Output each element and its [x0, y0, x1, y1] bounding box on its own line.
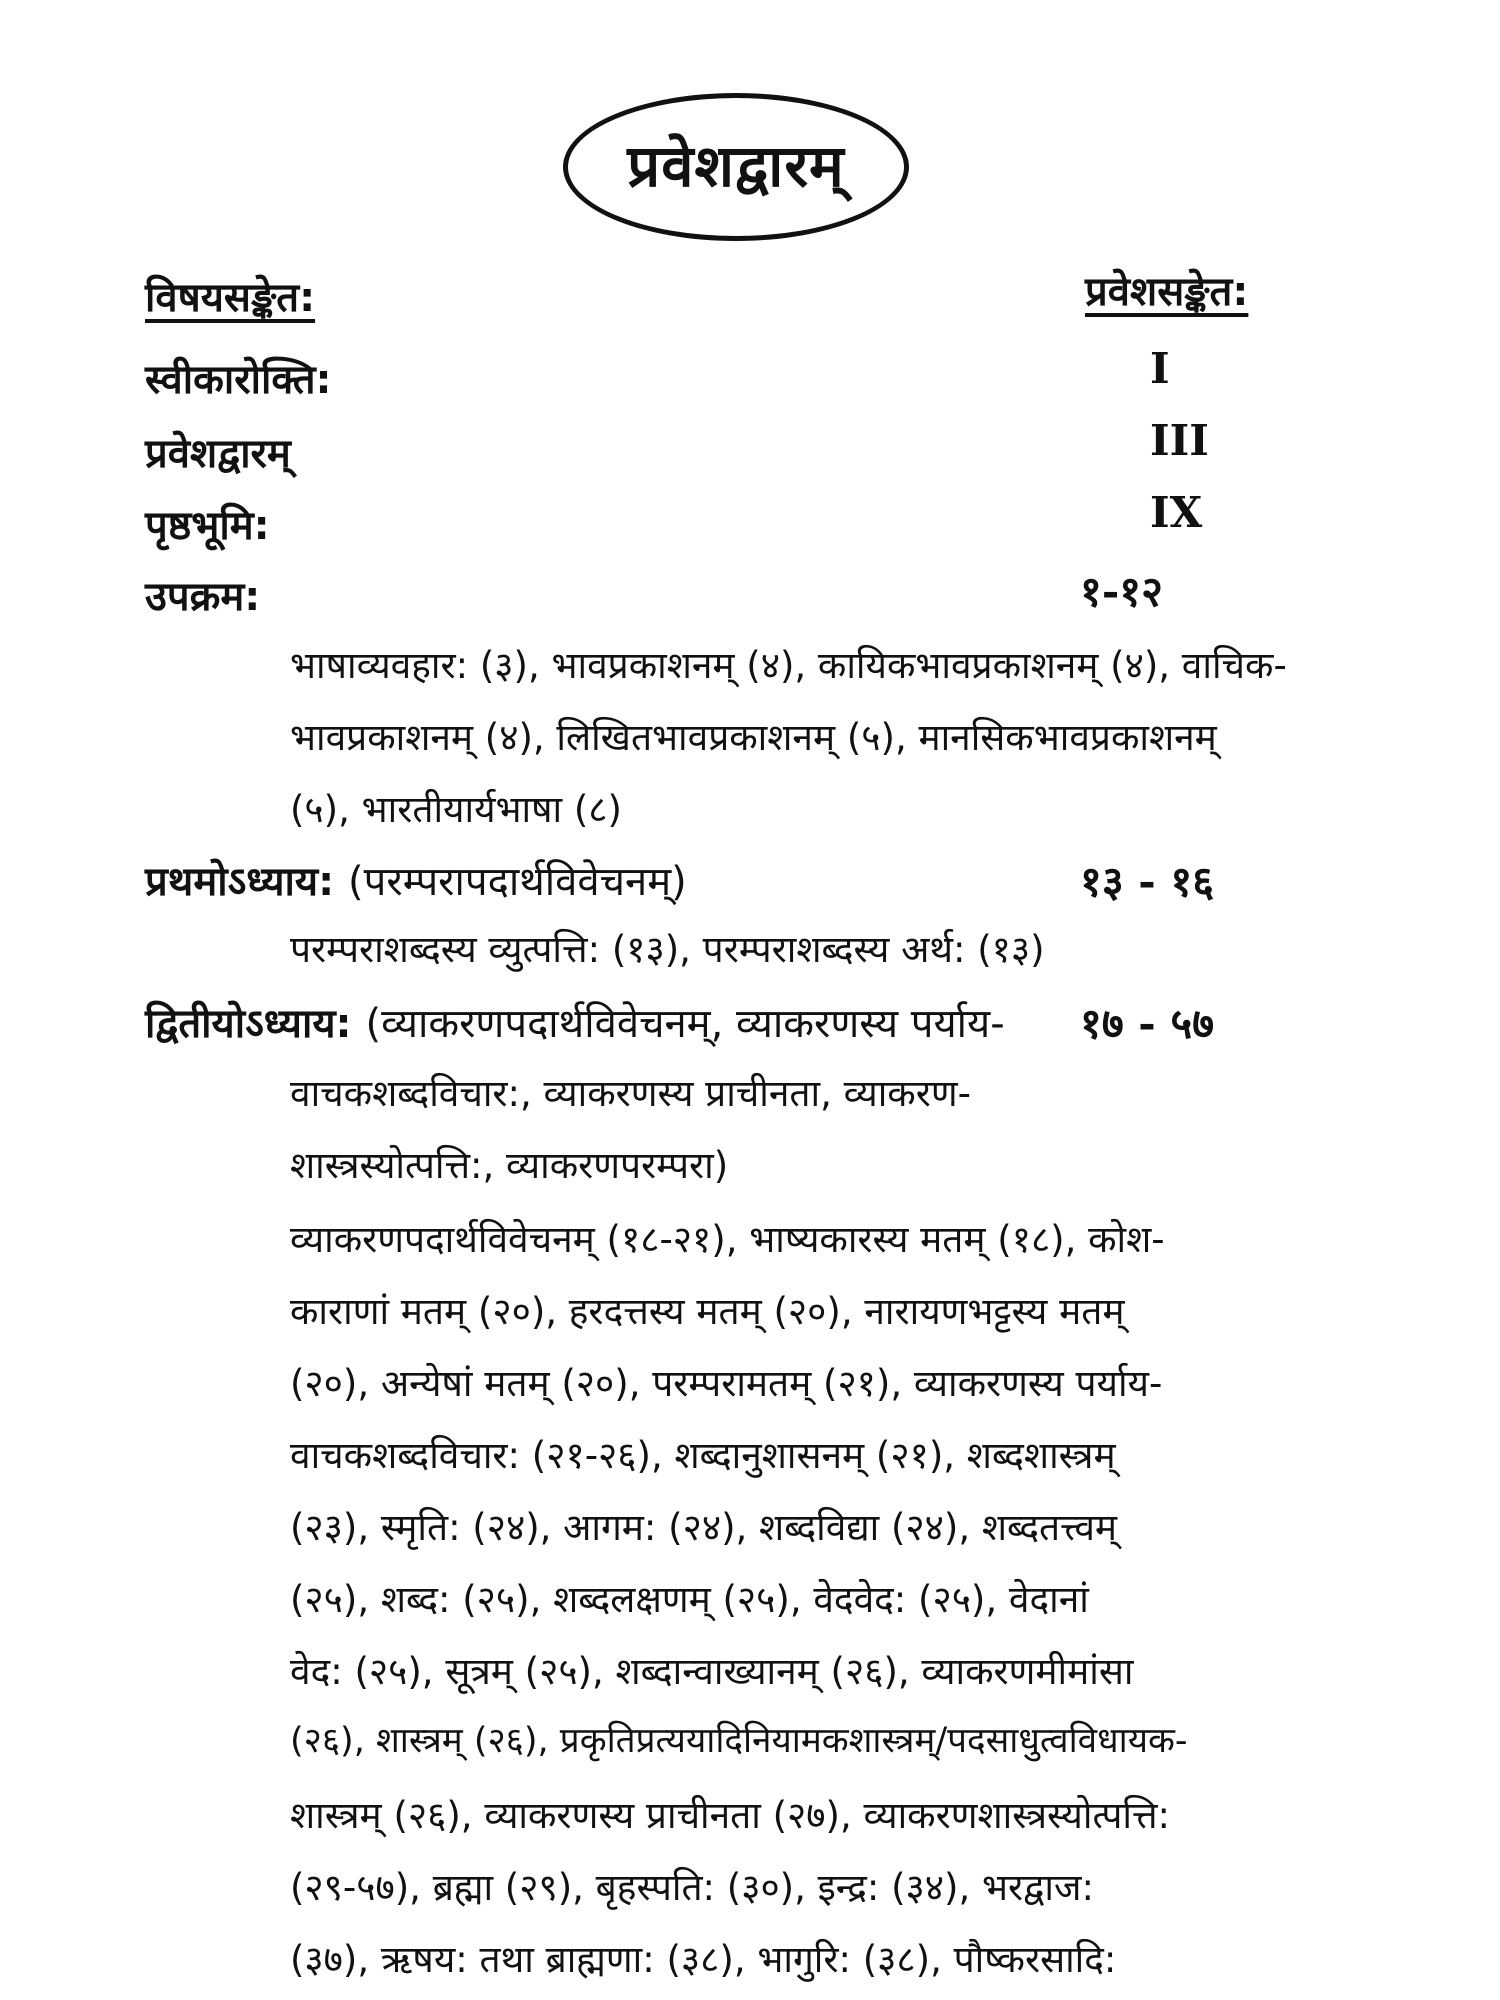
body-line: व्याकरणपदार्थविवेचनम् (१८-२१), भाष्यकारस्य मतम् (१८), कोश- — [290, 1218, 1165, 1261]
body-line: (२६), शास्त्रम् (२६), प्रकृतिप्रत्ययादिनियामकशास्त्रम्/पदसाधुत्वविधायक- — [290, 1721, 1188, 1761]
body-line: (२०), अन्येषां मतम् (२०), परम्परामतम् (२१), व्याकरणस्य पर्याय- — [290, 1362, 1163, 1405]
body-line: वाचकशब्दविचार: (२१-२६), शब्दानुशासनम् (२१), शब्दशास्त्रम् — [290, 1434, 1116, 1477]
entry-pages: I — [1150, 344, 1170, 393]
body-line: (५), भारतीयार्यभाषा (८) — [290, 788, 622, 831]
entry-pages: III — [1150, 416, 1209, 465]
chapter-label: प्रथमोऽध्याय: — [145, 859, 335, 905]
body-line: (२९-५७), ब्रह्मा (२९), बृहस्पति: (३०), इन्द्र: (३४), भरद्वाज: — [290, 1866, 1094, 1909]
page-title: प्रवेशद्वारम् — [627, 131, 845, 200]
chapter-subtitle: (परम्परापदार्थविवेचनम्) — [348, 859, 687, 905]
chapter-pages: १३ - १६ — [1080, 857, 1215, 906]
body-line: काराणां मतम् (२०), हरदत्तस्य मतम् (२०), नारायणभट्टस्य मतम् — [290, 1290, 1125, 1333]
body-line: वेद: (२५), सूत्रम् (२५), शब्दान्वाख्यानम् (२६), व्याकरणमीमांसा — [290, 1650, 1134, 1693]
entry-pages: IX — [1150, 488, 1203, 537]
entry-label: पृष्ठभूमि: — [145, 503, 270, 549]
body-line: (२३), स्मृति: (२४), आगम: (२४), शब्दविद्या (२४), शब्दतत्त्वम् — [290, 1506, 1118, 1549]
body-line: परम्पराशब्दस्य व्युत्पत्ति: (१३), परम्पराशब्दस्य अर्थ: (१३) — [290, 928, 1045, 971]
subtitle-line: शास्त्रस्योत्पत्ति:, व्याकरणपरम्परा) — [290, 1144, 729, 1187]
chapter-label: द्वितीयोऽध्याय: — [145, 1001, 352, 1047]
entry-label: प्रवेशद्वारम् — [145, 431, 291, 477]
entry-pages: १-१२ — [1080, 567, 1163, 616]
header-page-ref: प्रवेशसङ्केत: — [1085, 269, 1249, 315]
chapter-heading — [145, 994, 1005, 1049]
body-line: (२५), शब्द: (२५), शब्दलक्षणम् (२५), वेदवेद: (२५), वेदानां — [290, 1578, 1089, 1621]
title-oval — [563, 93, 909, 241]
header-subject: विषयसङ्केत: — [145, 275, 316, 321]
body-line: (३७), ऋषय: तथा ब्राह्मणा: (३८), भागुरि: (३८), पौष्करसादि: — [290, 1938, 1117, 1981]
chapter-subtitle: (व्याकरणपदार्थविवेचनम्, व्याकरणस्य पर्याय- — [365, 1001, 1005, 1047]
entry-label: स्वीकारोक्ति: — [145, 357, 332, 403]
chapter-heading — [145, 852, 687, 907]
subtitle-line: वाचकशब्दविचार:, व्याकरणस्य प्राचीनता, व्याकरण- — [290, 1072, 971, 1115]
body-line: भावप्रकाशनम् (४), लिखितभावप्रकाशनम् (५), मानसिकभावप्रकाशनम् — [290, 716, 1217, 759]
body-line: भाषाव्यवहार: (३), भावप्रकाशनम् (४), कायिकभावप्रकाशनम् (४), वाचिक- — [290, 644, 1287, 687]
body-line: शास्त्रम् (२६), व्याकरणस्य प्राचीनता (२७), व्याकरणशास्त्रस्योत्पत्ति: — [290, 1794, 1170, 1837]
chapter-pages: १७ - ५७ — [1080, 999, 1215, 1048]
entry-label: उपक्रम: — [145, 574, 261, 620]
